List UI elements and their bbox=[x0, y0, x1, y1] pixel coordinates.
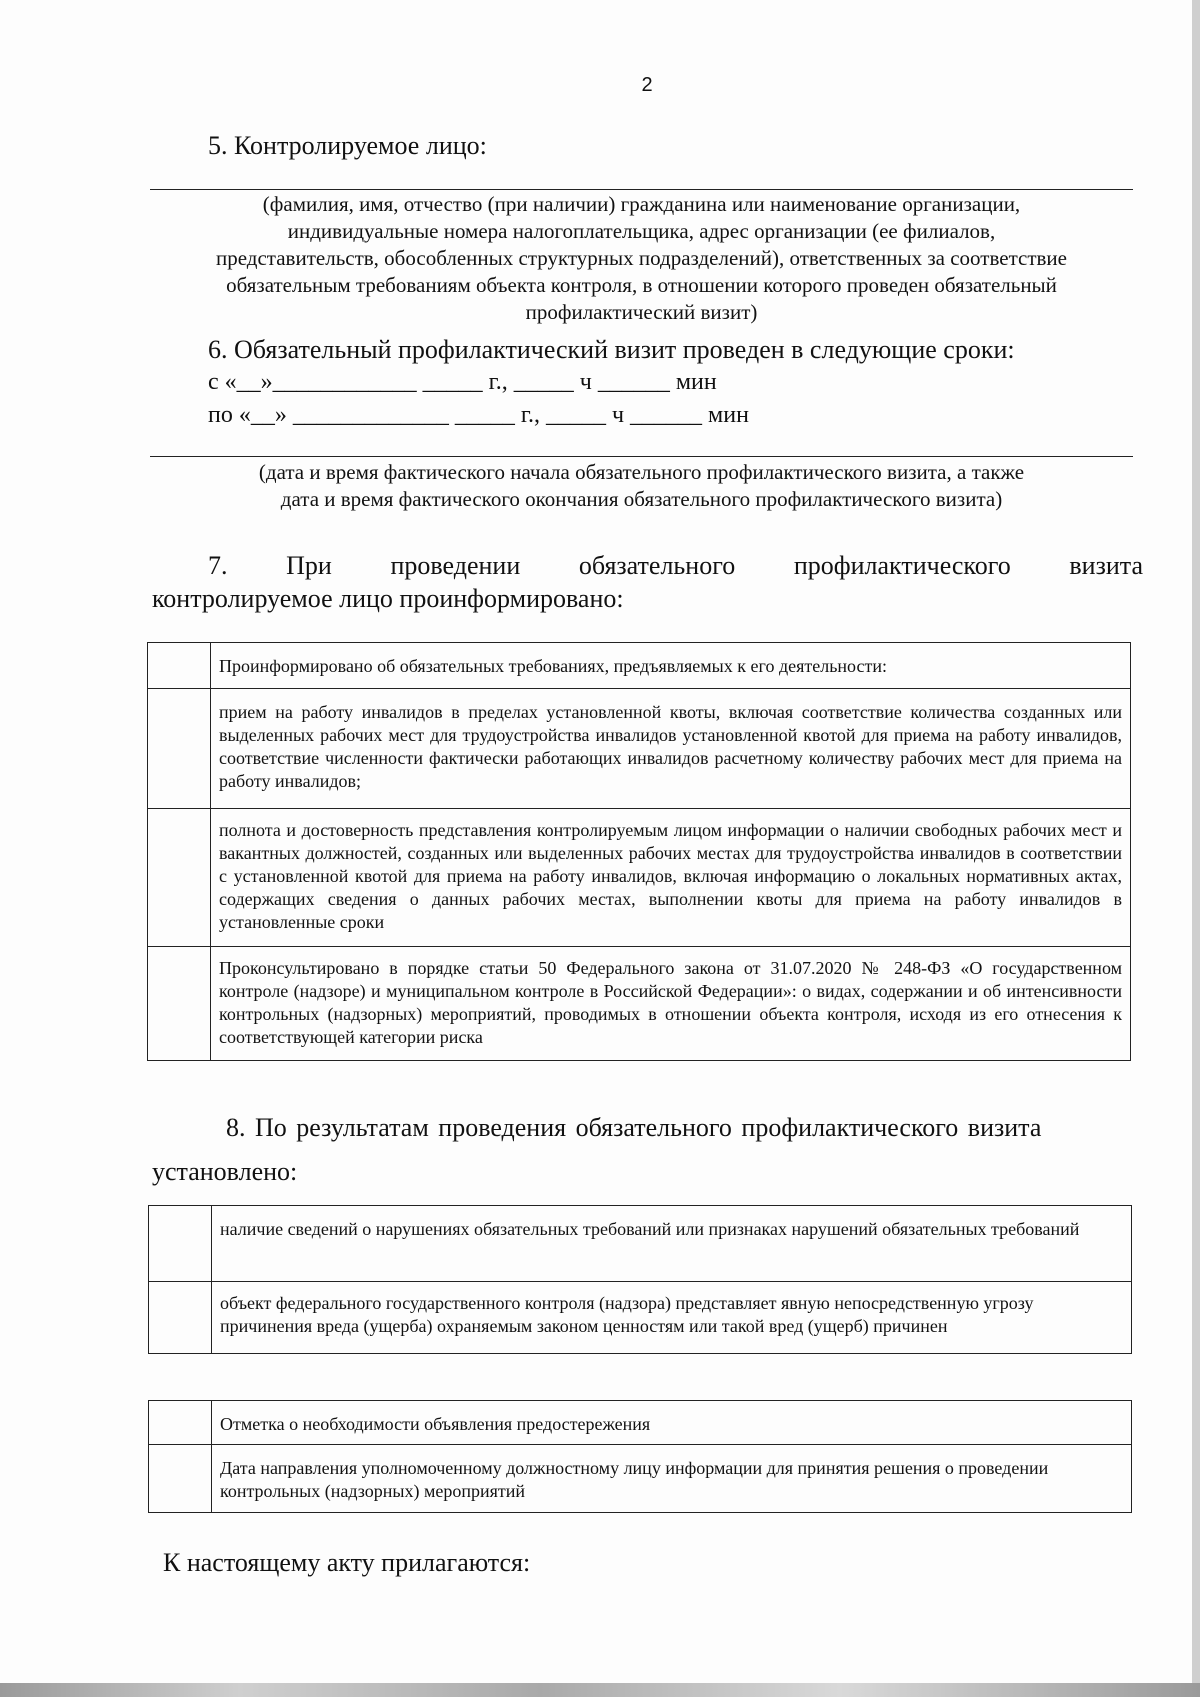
page-number: 2 bbox=[641, 74, 653, 96]
section5-caption-line: представительств, обособленных структурных подразделений), ответственных за соответствие bbox=[216, 246, 1067, 270]
section7-title-word: визита bbox=[1069, 551, 1143, 580]
checkbox-cell[interactable] bbox=[148, 947, 211, 1061]
section5-caption-line: (фамилия, имя, отчество (при наличии) гражданина или наименование организации, bbox=[262, 192, 1021, 216]
table-row bbox=[149, 1206, 1132, 1282]
attachments-title: К настоящему акту прилагаются: bbox=[163, 1548, 531, 1577]
table-cell-text: наличие сведений о нарушениях обязательных требований или признаках нарушений обязательных требований bbox=[212, 1206, 1132, 1282]
table-cell-text: Проинформировано об обязательных требованиях, предъявляемых к его деятельности: bbox=[211, 643, 1131, 689]
checkbox-cell[interactable] bbox=[149, 1282, 212, 1354]
section7-table bbox=[147, 642, 1131, 1061]
section7-title-word: обязательного bbox=[578, 551, 736, 580]
table-cell-text: Дата направления уполномоченному должностному лицу информации для принятия решения о проведении контрольных (надзорных) мероприятий bbox=[212, 1445, 1132, 1513]
table-row bbox=[148, 809, 1131, 947]
section5-caption-line: профилактический визит) bbox=[525, 300, 758, 324]
table-cell-text: прием на работу инвалидов в пределах установленной квоты, включая соответствие количества созданных или выделенных рабочих мест для трудоустройства инвалидов установленной квотой для приема на работу инвалидов, соответствие численности фактически работающих инвалидов расчетному количеству рабочих мест для приема на работу инвалидов; bbox=[211, 689, 1131, 809]
table-cell-text: Отметка о необходимости объявления предостережения bbox=[212, 1401, 1132, 1445]
section7-title-word: При bbox=[286, 551, 332, 580]
checkbox-cell[interactable] bbox=[148, 643, 211, 689]
section6-caption-line: (дата и время фактического начала обязательного профилактического визита, а также bbox=[258, 460, 1025, 484]
scan-bottom-edge bbox=[0, 1683, 1200, 1697]
section8-table bbox=[148, 1205, 1132, 1354]
section7-title-word: профилактического bbox=[793, 551, 1011, 580]
section7-title bbox=[208, 551, 1143, 581]
checkbox-cell[interactable] bbox=[148, 809, 211, 947]
table-cell-text: полнота и достоверность представления контролируемым лицом информации о наличии свободных рабочих мест и вакантных должностей, созданных или выделенных рабочих местах для трудоустройства инвалидов в соответствии с установленной квотой для приема на работу инвалидов, включая информацию о локальных нормативных актах, содержащих сведения о данных рабочих местах, выполнении квоты для приема на работу инвалидов в установленные сроки bbox=[211, 809, 1131, 947]
section7-title-word: проведении bbox=[390, 551, 521, 580]
checkbox-cell[interactable] bbox=[149, 1206, 212, 1282]
section6-title: 6. Обязательный профилактический визит проведен в следующие сроки: bbox=[208, 335, 1015, 364]
table-row bbox=[149, 1445, 1132, 1513]
visit-start-line: с «__»____________ _____ г., _____ ч ______ мин bbox=[208, 369, 717, 395]
section5-underline bbox=[150, 189, 1133, 190]
table-row bbox=[148, 947, 1131, 1061]
table-row bbox=[149, 1282, 1132, 1354]
section7-title-cont: контролируемое лицо проинформировано: bbox=[152, 584, 624, 613]
table-cell-text: объект федерального государственного контроля (надзора) представляет явную непосредственную угрозу причинения вреда (ущерба) охраняемым законом ценностям или такой вред (ущерб) причинен bbox=[212, 1282, 1132, 1354]
section6-caption-line: дата и время фактического окончания обязательного профилактического визита) bbox=[280, 487, 1003, 511]
section5-caption bbox=[150, 191, 1133, 326]
section5-caption-line: индивидуальные номера налогоплательщика, адрес организации (ее филиалов, bbox=[287, 219, 996, 243]
visit-end-line: по «__» _____________ _____ г., _____ ч ______ мин bbox=[208, 402, 749, 428]
section5-title: 5. Контролируемое лицо: bbox=[208, 131, 487, 160]
section7-title-word: 7. bbox=[208, 551, 228, 580]
scan-right-edge bbox=[1192, 0, 1200, 1697]
table-row bbox=[149, 1401, 1132, 1445]
checkbox-cell[interactable] bbox=[149, 1401, 212, 1445]
section5-caption-line: обязательным требованиям объекта контроля, в отношении которого проведен обязательный bbox=[226, 273, 1057, 297]
section8-title-cont: установлено: bbox=[152, 1157, 298, 1186]
notes-table bbox=[148, 1400, 1132, 1513]
table-row bbox=[148, 689, 1131, 809]
table-cell-text: Проконсультировано в порядке статьи 50 Федерального закона от 31.07.2020 № 248-ФЗ «О государственном контроле (надзоре) и муниципальном контроле в Российской Федерации»: о видах, содержании и об интенсивности контрольных (надзорных) мероприятий, проводимых в отношении объекта контроля, исходя из его отнесения к соответствующей категории риска bbox=[211, 947, 1131, 1061]
checkbox-cell[interactable] bbox=[149, 1445, 212, 1513]
section8-title-line: 8. По результатам проведения обязательного профилактического визита bbox=[226, 1113, 1042, 1142]
checkbox-cell[interactable] bbox=[148, 689, 211, 809]
section6-caption bbox=[150, 459, 1133, 513]
section8-title bbox=[226, 1113, 1146, 1143]
table-row bbox=[148, 643, 1131, 689]
section6-underline bbox=[150, 456, 1133, 457]
